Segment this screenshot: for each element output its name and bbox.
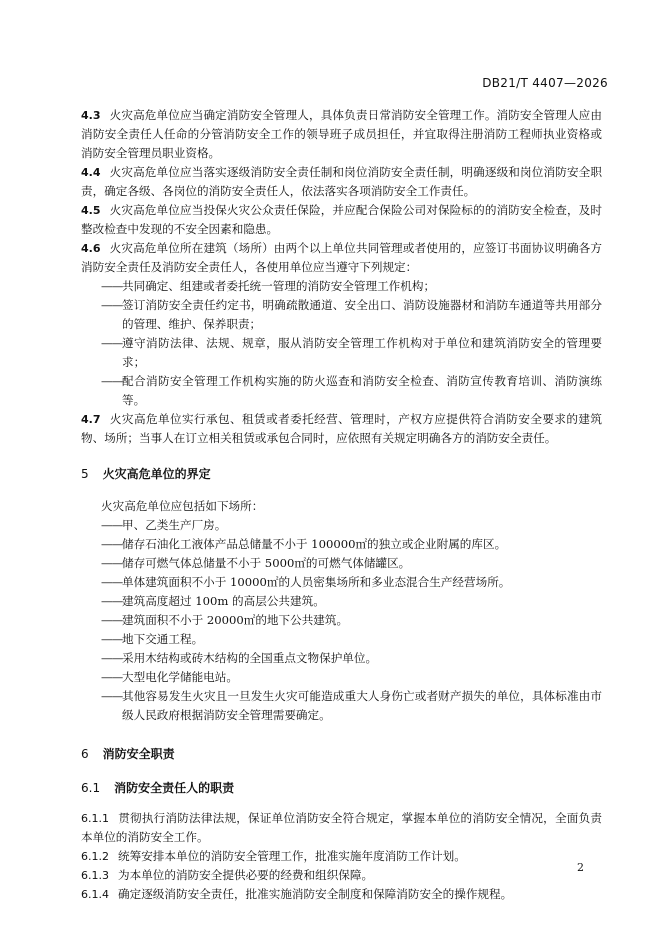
clause-number: 4.7 [81,413,101,426]
list-item-text: 单体建筑面积不小于 10000㎡的人员密集场所和多业态混合生产经营场所。 [122,575,511,589]
section-5-intro: 火灾高危单位应包括如下场所： [101,499,264,513]
clause-number: 4.5 [81,204,101,217]
clause-text: 火灾高危单位所在建筑（场所）由两个以上单位共同管理或者使用的，应签订书面协议明确各方消防安全责任及消防安全责任人，各使用单位应当遵守下列规定： [81,241,602,274]
list-item-text: 采用木结构或砖木结构的全国重点文物保护单位。 [122,651,378,665]
clause-number: 6.1.4 [81,888,109,901]
list-item-text: 大型电化学储能电站。 [122,670,238,684]
list-item-text: 签订消防安全责任约定书，明确疏散通道、安全出口、消防设施器材和消防车通道等共用部分的管理、维护、保养职责； [122,298,602,331]
clause-number: 4.6 [81,242,101,255]
clause-text: 火灾高危单位实行承包、租赁或者委托经营、管理时，产权方应提供符合消防安全要求的建筑物、场所；当事人在订立相关租赁或承包合同时，应依照有关规定明确各方的消防安全责任。 [81,412,602,445]
list-item: —— 储存可燃气体总储量不小于 5000㎡的可燃气体储罐区。 [101,556,411,570]
clause-number: 4.4 [81,166,101,179]
clause-number: 6.1.2 [81,850,109,863]
list-item: —— 其他容易发生火灾且一旦发生火灾可能造成重大人身伤亡或者财产损失的单位，具体标准由市级人民政府根据消防安全管理需要确定。 [101,689,602,722]
list-item-text: 储存可燃气体总储量不小于 5000㎡的可燃气体储罐区。 [122,556,411,570]
list-item: —— 大型电化学储能电站。 [101,670,238,684]
list-item-text: 共同确定、组建或者委托统一管理的消防安全管理工作机构； [122,279,436,293]
list-item-text: 建筑高度超过 100m 的高层公共建筑。 [122,594,325,608]
standard-code: DB21/T 4407—2026 [482,76,608,90]
section-title: 消防安全职责 [102,747,175,761]
subsection-title: 消防安全责任人的职责 [114,781,235,795]
clause-number: 4.3 [81,109,101,122]
list-item: —— 采用木结构或砖木结构的全国重点文物保护单位。 [101,651,378,665]
clause-4-3 [81,106,602,163]
list-item: —— 单体建筑面积不小于 10000㎡的人员密集场所和多业态混合生产经营场所。 [101,575,511,589]
clause-text: 贯彻执行消防法律法规，保证单位消防安全符合规定，掌握本单位的消防安全情况，全面负责本单位的消防安全工作。 [81,811,602,844]
list-item: —— 遵守消防法律、法规、规章，服从消防安全管理工作机构对于单位和建筑消防安全的管理要求； [101,336,602,369]
subsection-number: 6.1 [81,781,101,795]
list-item: —— 配合消防安全管理工作机构实施的防火巡查和消防安全检查、消防宣传教育培训、消防演练等。 [101,374,602,407]
clause-4-5 [81,201,602,239]
section-number: 5 [81,467,89,481]
list-item: —— 共同确定、组建或者委托统一管理的消防安全管理工作机构； [101,279,436,293]
clause-4-4 [81,163,602,201]
clause-text: 统筹安排本单位的消防安全管理工作，批准实施年度消防工作计划。 [118,849,466,863]
clause-4-7 [81,410,602,448]
clause-text: 火灾高危单位应当落实逐级消防安全责任制和岗位消防安全责任制，明确逐级和岗位消防安全职责，确定各级、各岗位的消防安全责任人，依法落实各项消防安全工作责任。 [81,165,602,198]
subsection-6-1-heading [81,779,602,798]
section-5-heading [81,465,602,484]
section-6-heading [81,745,602,764]
list-item-text: 甲、乙类生产厂房。 [122,518,227,532]
list-item: —— 签订消防安全责任约定书，明确疏散通道、安全出口、消防设施器材和消防车通道等共用部分的管理、维护、保养职责； [101,298,602,331]
list-item: —— 建筑高度超过 100m 的高层公共建筑。 [101,594,325,608]
clause-6-1-4 [81,885,602,904]
section-title: 火灾高危单位的界定 [102,467,211,481]
clause-text: 火灾高危单位应当确定消防安全管理人，具体负责日常消防安全管理工作。消防安全管理人应由消防安全责任人任命的分管消防安全工作的领导班子成员担任，并宜取得注册消防工程师执业资格或消防安全管理员职业资格。 [81,108,602,160]
list-item: —— 甲、乙类生产厂房。 [101,518,227,532]
list-item-text: 储存石油化工液体产品总储量不小于 100000㎡的独立或企业附属的库区。 [122,537,507,551]
list-item: —— 储存石油化工液体产品总储量不小于 100000㎡的独立或企业附属的库区。 [101,537,507,551]
list-item-text: 遵守消防法律、法规、规章，服从消防安全管理工作机构对于单位和建筑消防安全的管理要求； [122,336,602,369]
clause-6-1-3 [81,866,602,885]
list-item-text: 建筑面积不小于 20000㎡的地下公共建筑。 [122,613,349,627]
document-body [81,106,602,904]
list-item-text: 配合消防安全管理工作机构实施的防火巡查和消防安全检查、消防宣传教育培训、消防演练等。 [122,374,602,407]
clause-6-1-1 [81,809,602,847]
page-number: 2 [577,861,584,874]
clause-number: 6.1.1 [81,812,109,825]
list-item: —— 建筑面积不小于 20000㎡的地下公共建筑。 [101,613,349,627]
list-item-text: 地下交通工程。 [122,632,204,646]
list-item: —— 地下交通工程。 [101,632,204,646]
clause-text: 为本单位的消防安全提供必要的经费和组织保障。 [118,868,374,882]
section-number: 6 [81,747,89,761]
clause-text: 确定逐级消防安全责任，批准实施消防安全制度和保障消防安全的操作规程。 [118,887,513,901]
clause-6-1-2 [81,847,602,866]
clause-number: 6.1.3 [81,869,109,882]
clause-text: 火灾高危单位应当投保火灾公众责任保险，并应配合保险公司对保险标的的消防安全检查，及时整改检查中发现的不安全因素和隐患。 [81,203,602,236]
list-item-text: 其他容易发生火灾且一旦发生火灾可能造成重大人身伤亡或者财产损失的单位，具体标准由市级人民政府根据消防安全管理需要确定。 [122,689,602,722]
clause-4-6 [81,239,602,277]
